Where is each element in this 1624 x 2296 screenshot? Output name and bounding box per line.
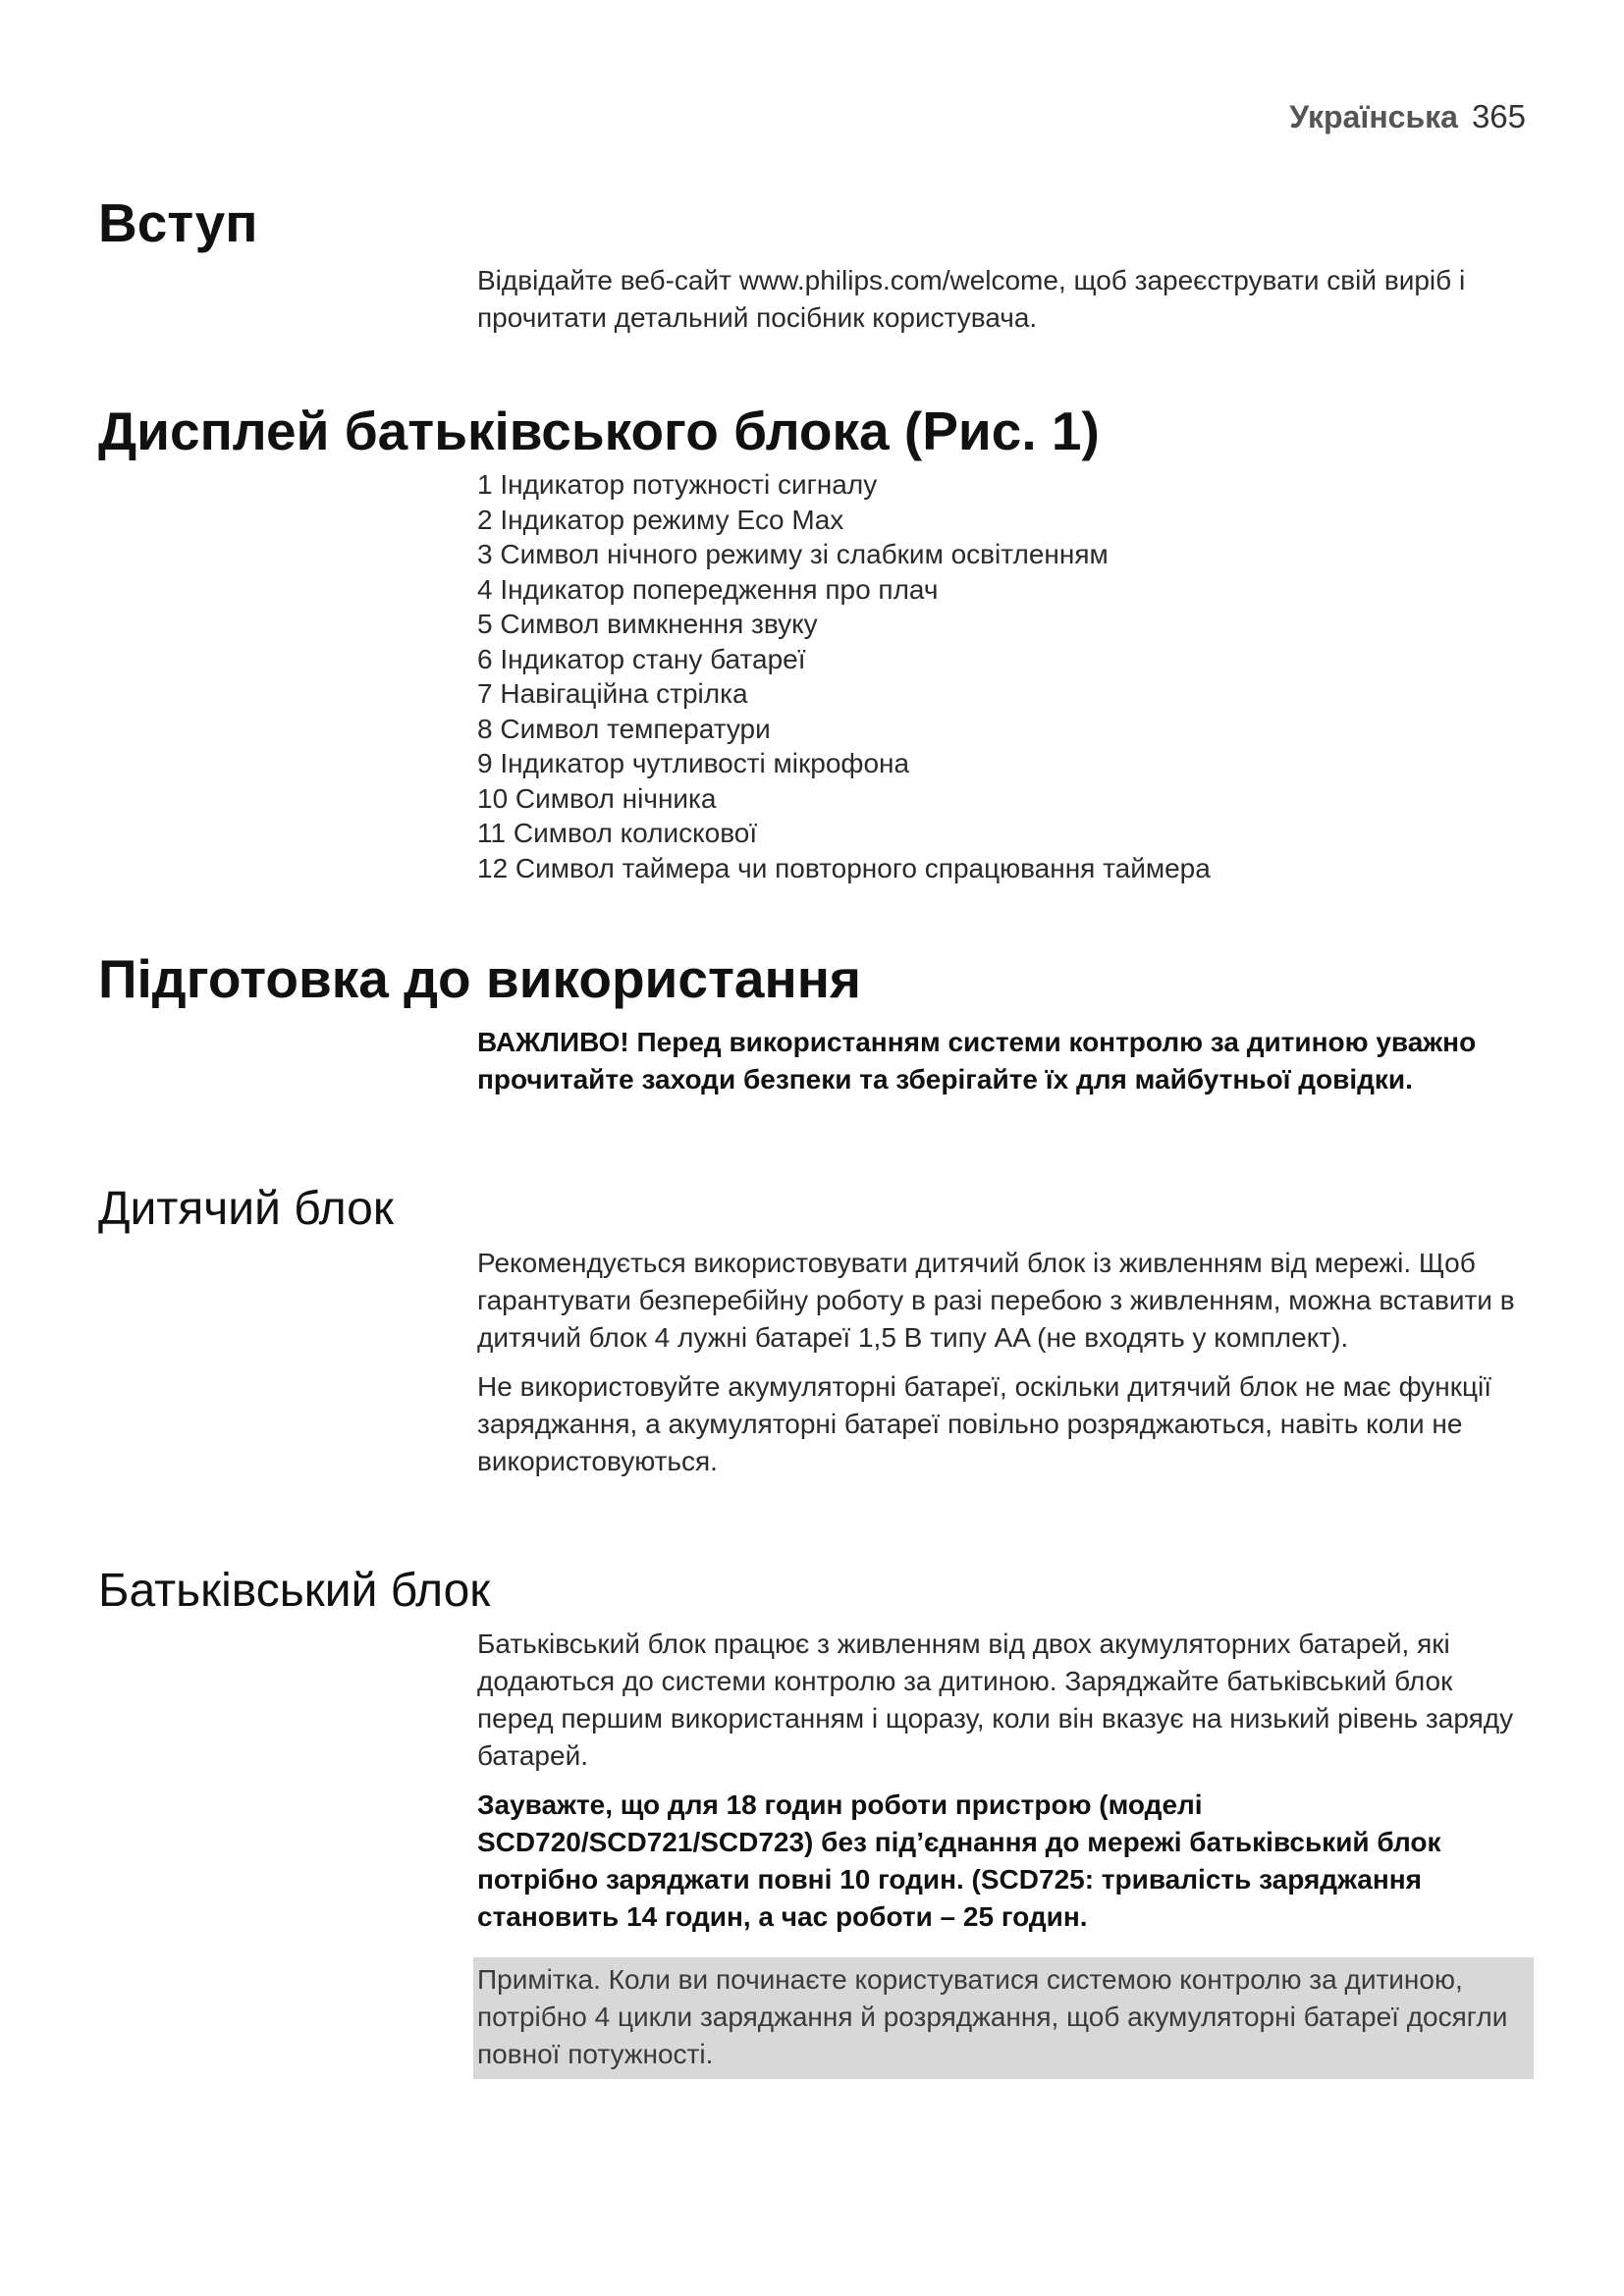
list-item: 11 Символ колискової [477,818,758,848]
list-item: 9 Індикатор чутливості мікрофона [477,748,910,778]
intro-heading: Вступ [98,192,258,253]
list-item: 8 Символ температури [477,713,771,744]
list-item: 12 Символ таймера чи повторного спрацювання таймера [477,852,1211,883]
display-section [477,467,1530,885]
baby-unit-paragraph: Рекомендується використовувати дитячий блок із живленням від мережі. Щоб гарантувати безперебійну роботу в разі перебою з живленням, можна вставити в дитячий блок 4 лужні батареї 1,5 В типу AA (не входять у комплект). [477,1248,1515,1353]
parent-unit-heading: Батьківський блок [98,1565,491,1617]
parent-unit-charging-note: Зауважте, що для 18 годин роботи пристрою (моделі SCD720/SCD721/SCD723) без під’єднання до мережі батьківський блок потрібно заряджати повні 10 годин. (SCD725: тривалість заряджання становить 14 годин, а час роботи – 25 годин. [477,1789,1441,1932]
intro-text: Відвідайте веб-сайт www.philips.com/welcome, щоб зареєструвати свій виріб і прочитати детальний посібник користувача. [477,265,1466,333]
intro-section [477,262,1530,348]
note-box: Примітка. Коли ви починаєте користуватися системою контролю за дитиною, потрібно 4 цикли заряджання й розряджання, щоб акумуляторні батареї досягли повної потужності. [473,1957,1534,2079]
list-item: 5 Символ вимкнення звуку [477,609,818,639]
page-number: 365 [1471,98,1526,134]
list-item: 1 Індикатор потужності сигналу [477,469,878,500]
important-notice: ВАЖЛИВО! Перед використанням системи контролю за дитиною уважно прочитайте заходи безпеки та зберігайте їх для майбутньої довідки. [477,1027,1477,1095]
baby-unit-heading: Дитячий блок [98,1183,394,1235]
list-item: 10 Символ нічника [477,782,717,814]
list-item: 7 Навігаційна стрілка [477,678,748,709]
header-language: Українська [1289,99,1458,134]
preparation-heading: Підготовка до використання [98,948,862,1009]
display-legend-list [477,467,1530,885]
parent-unit-section [477,1626,1530,1948]
list-item: 2 Індикатор режиму Eco Max [477,504,844,535]
parent-unit-paragraph: Батьківський блок працює з живленням від двох акумуляторних батарей, які додаються до системи контролю за дитиною. Заряджайте батьківський блок перед першим використанням і щоразу, коли він вказує на низький рівень заряду батарей. [477,1629,1514,1771]
page-header [1289,98,1526,135]
baby-unit-paragraph: Не використовуйте акумуляторні батареї, оскільки дитячий блок не має функції заряджання, а акумуляторні батареї повільно розряджаються, навіть коли не використовуються. [477,1371,1492,1476]
list-item: 6 Індикатор стану батареї [477,643,806,674]
baby-unit-section [477,1245,1530,1492]
display-heading: Дисплей батьківського блока (Рис. 1) [98,400,1100,461]
preparation-section [477,1024,1530,1110]
list-item: 3 Символ нічного режиму зі слабким освітленням [477,539,1109,569]
list-item: 4 Індикатор попередження про плач [477,573,939,605]
